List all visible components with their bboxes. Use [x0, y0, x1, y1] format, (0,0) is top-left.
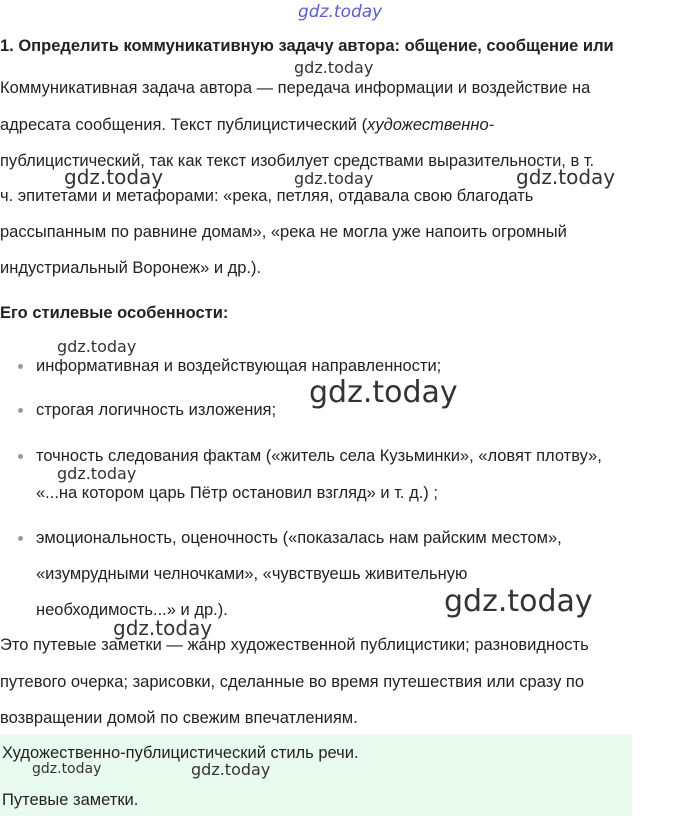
watermark: gdz.today [294, 169, 374, 188]
answer-genre: Путевые заметки. [2, 791, 139, 809]
watermark-top: gdz.today [298, 2, 383, 22]
answer-box [0, 734, 632, 816]
watermark: gdz.today [444, 584, 593, 619]
watermark: gdz.today [191, 760, 271, 779]
feature-item-3-line1: точность следования фактам («житель села Кузьминки», «ловят плотву», [36, 447, 602, 465]
feature-item-4-line3: необходимость...» и др.). [36, 601, 228, 619]
paragraph1-line1: Коммуникативная задача автора — передача информации и воздействие на [0, 79, 591, 97]
watermark: gdz.today [309, 375, 458, 410]
paragraph1-line4: ч. эпитетами и метафорами: «река, петляя, отдавала свою благодать [0, 187, 534, 205]
feature-item-4-line2: «изумрудными челночками», «чувствуешь живительную [36, 565, 468, 583]
watermark: gdz.today [64, 165, 164, 189]
paragraph1-line2-italic: художественно- [367, 116, 495, 134]
bullet [18, 536, 23, 541]
watermark: gdz.today [57, 464, 137, 483]
task-heading: 1. Определить коммуникативную задачу автора: общение, сообщение или [0, 37, 614, 55]
paragraph1-line5: рассыпанным по равнине домам», «река не могла уже напоить огромный [0, 223, 567, 241]
style-heading: Его стилевые особенности: [0, 304, 229, 322]
watermark: gdz.today [113, 616, 213, 640]
bullet [18, 364, 23, 369]
paragraph1-line6: индустриальный Воронеж» и др.). [0, 259, 262, 277]
paragraph2-line1: Это путевые заметки — жанр художественной публицистики; разновидность [0, 636, 589, 654]
paragraph1-line2 [0, 115, 494, 135]
bullet [18, 454, 23, 459]
paragraph1-line3: публицистический, так как текст изобилует средствами выразительности, в т. [0, 152, 595, 170]
feature-item-3-line2: «...на котором царь Пётр остановил взгляд» и т. д.) ; [36, 484, 438, 502]
feature-item-4-line1: эмоциональность, оценочность («показалась нам райским местом», [36, 529, 562, 547]
watermark: gdz.today [516, 165, 616, 189]
paragraph1-line2-text: адресата сообщения. Текст публицистический ( [0, 116, 368, 134]
paragraph2-line3: возвращении домой по свежим впечатлениям. [0, 709, 358, 727]
watermark: gdz.today [294, 58, 374, 77]
watermark: gdz.today [57, 337, 137, 356]
paragraph2-line2: путевого очерка; зарисовки, сделанные во время путешествия или сразу по [0, 673, 585, 691]
feature-item-2: строгая логичность изложения; [36, 401, 277, 419]
watermark: gdz.today [32, 761, 102, 777]
feature-item-1: информативная и воздействующая направленности; [36, 357, 442, 375]
bullet [18, 408, 23, 413]
answer-style: Художественно-публицистический стиль речи. [2, 744, 359, 762]
